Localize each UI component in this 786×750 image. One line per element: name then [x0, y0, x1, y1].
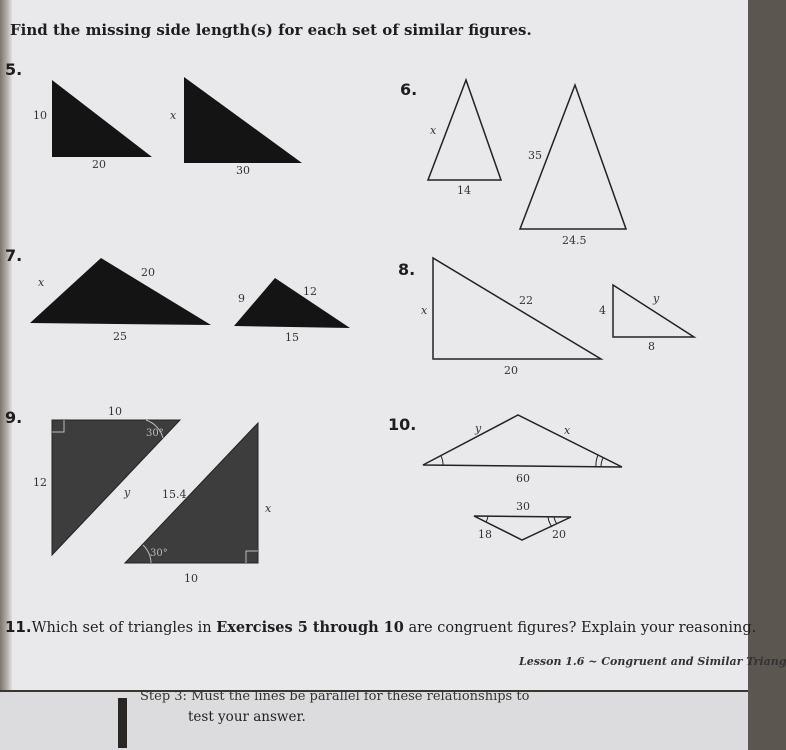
- p6-triangle-small: [428, 80, 501, 180]
- lesson-footer: Lesson 1.6 ~ Congruent and Similar Triang: [519, 655, 786, 668]
- p7-label-unknown: x: [38, 276, 45, 289]
- p5-triangle-small: [52, 80, 152, 157]
- p5-label-unknown: x: [170, 109, 177, 122]
- p6-label-unknown: x: [430, 124, 437, 137]
- next-page-binding: [118, 698, 127, 748]
- p9-label-unknown: y: [124, 486, 131, 499]
- next-page-partial-text: Step 3: Must the lines be parallel for these relationships to: [140, 689, 530, 704]
- next-page-answer-text: test your answer.: [188, 709, 306, 725]
- p5-triangle-large: [184, 77, 302, 163]
- question-11-number: 11.: [5, 618, 32, 636]
- p10-angle-arc-small-right-2: [548, 517, 552, 527]
- p7-label-side: 12: [303, 285, 317, 298]
- p8-label-side: 4: [599, 304, 606, 317]
- p10-label-unknown: y: [475, 422, 482, 435]
- p7-label-side: 20: [141, 266, 155, 279]
- p10-label-unknown: x: [564, 424, 571, 437]
- p7-label-side: 15: [285, 331, 299, 344]
- p7-triangle-large: [30, 258, 211, 325]
- instructions-heading: Find the missing side length(s) for each set of similar figures.: [10, 21, 532, 39]
- p6-label-side: 24.5: [562, 234, 587, 247]
- p10-label-side: 20: [552, 528, 566, 541]
- p10-label-side: 60: [516, 472, 530, 485]
- p8-label-unknown: y: [653, 292, 660, 305]
- p9-label-side: 10: [108, 405, 122, 418]
- problem-5-number: 5.: [5, 60, 23, 79]
- p8-label-unknown: x: [421, 304, 428, 317]
- p10-label-side: 30: [516, 500, 530, 513]
- p8-triangle-large: [433, 258, 601, 359]
- question-11-text-after: are congruent figures? Explain your reasoning.: [403, 620, 757, 636]
- problem-8-number: 8.: [398, 260, 416, 279]
- p10-angle-arc-large-right-1: [601, 458, 603, 467]
- p7-label-side: 25: [113, 330, 127, 343]
- p5-label-side: 20: [92, 158, 106, 171]
- question-11-text-before: Which set of triangles in: [31, 620, 217, 636]
- p5-label-side: 30: [236, 164, 250, 177]
- p9-label-side: 12: [33, 476, 47, 489]
- question-11: [5, 618, 756, 636]
- p10-triangle-large: [423, 415, 622, 467]
- p7-label-side: 9: [238, 292, 245, 305]
- question-11-exercises: Exercises 5 through 10: [216, 619, 404, 636]
- p9-label-angle: 30°: [146, 428, 164, 439]
- p7-triangle-small: [234, 278, 350, 328]
- p8-label-side: 22: [519, 294, 533, 307]
- p9-label-unknown: x: [265, 502, 272, 515]
- p10-angle-arc-small-left: [486, 516, 488, 522]
- problem-7-number: 7.: [5, 246, 23, 265]
- p9-label-side: 10: [184, 572, 198, 585]
- p5-label-side: 10: [33, 109, 47, 122]
- p10-angle-arc-small-right-1: [554, 517, 557, 524]
- p6-label-side: 14: [457, 184, 471, 197]
- p6-label-side: 35: [528, 149, 542, 162]
- p8-label-side: 20: [504, 364, 518, 377]
- p10-angle-arc-large-right-2: [596, 455, 598, 467]
- p10-label-side: 18: [478, 528, 492, 541]
- p9-label-angle: 30°: [150, 548, 168, 559]
- problem-9-number: 9.: [5, 408, 23, 427]
- problem-10-number: 10.: [388, 415, 417, 434]
- p8-label-side: 8: [648, 340, 655, 353]
- problem-6-number: 6.: [400, 80, 418, 99]
- p9-label-side: 15.4: [162, 488, 187, 501]
